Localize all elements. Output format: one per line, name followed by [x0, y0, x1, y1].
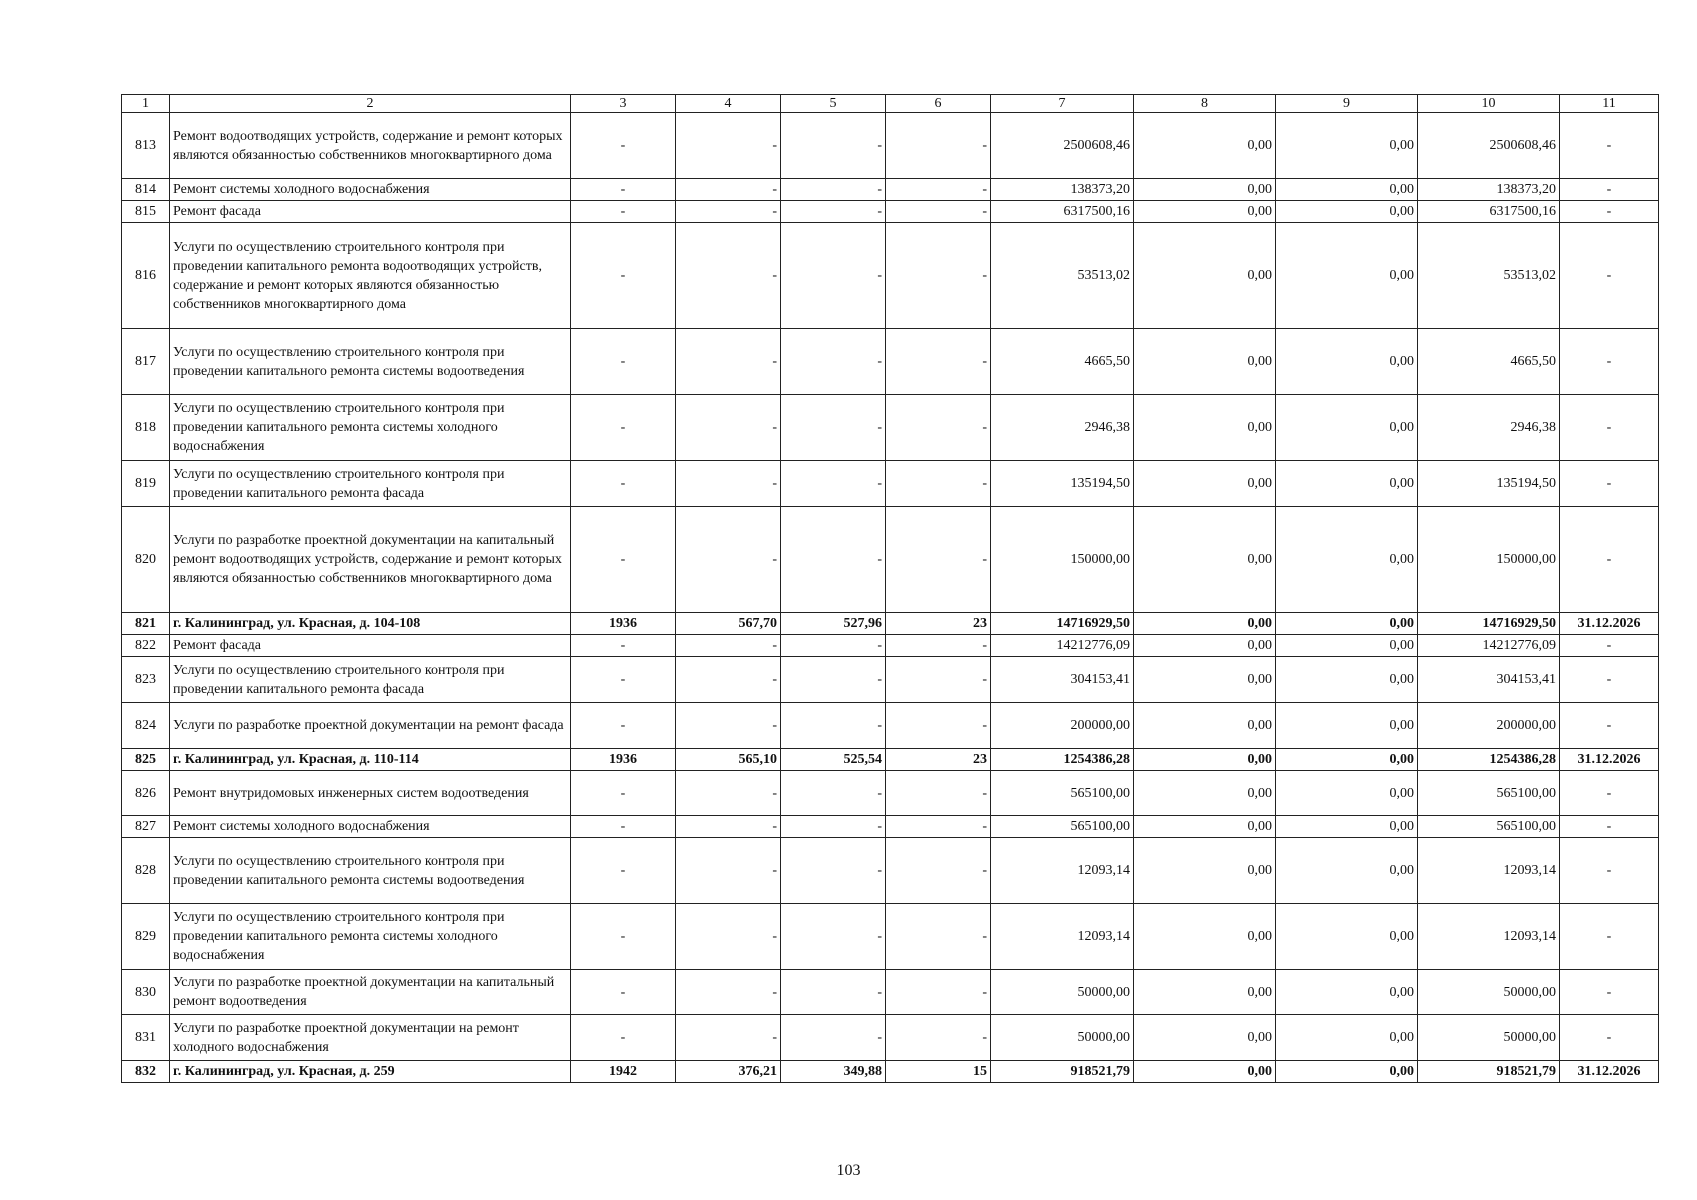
living-area-cell: - [781, 970, 886, 1015]
work-name-cell: Ремонт системы холодного водоснабжения [170, 179, 571, 201]
living-area-cell: 525,54 [781, 749, 886, 771]
work-name-cell: Услуги по разработке проектной документации на капитальный ремонт водоотводящих устройств, содержание и ремонт которых являются обязанностью собственников многоквартирного дома [170, 507, 571, 613]
living-area-cell: - [781, 179, 886, 201]
year-cell: - [571, 179, 676, 201]
column-header: 7 [991, 95, 1134, 113]
area-cell: - [676, 838, 781, 904]
table-body [122, 95, 1659, 1083]
residents-cell: - [886, 703, 991, 749]
fund-cell: 0,00 [1134, 201, 1276, 223]
year-cell: - [571, 970, 676, 1015]
residents-cell: - [886, 329, 991, 395]
residents-cell: - [886, 771, 991, 816]
total-cost-cell: 2946,38 [991, 395, 1134, 461]
budget-cell: 0,00 [1276, 816, 1418, 838]
work-name-cell: Услуги по осуществлению строительного контроля при проведении капитального ремонта системы водоотведения [170, 838, 571, 904]
work-row [122, 223, 1659, 329]
row-number-cell: 820 [122, 507, 170, 613]
budget-cell: 0,00 [1276, 838, 1418, 904]
fund-cell: 0,00 [1134, 395, 1276, 461]
column-header: 6 [886, 95, 991, 113]
total-cost-cell: 565100,00 [991, 771, 1134, 816]
area-cell: 567,70 [676, 613, 781, 635]
row-number-cell: 830 [122, 970, 170, 1015]
total-cost-cell: 12093,14 [991, 904, 1134, 970]
work-row [122, 816, 1659, 838]
deadline-cell: 31.12.2026 [1560, 1061, 1659, 1083]
living-area-cell: 527,96 [781, 613, 886, 635]
year-cell: - [571, 838, 676, 904]
row-number-cell: 823 [122, 657, 170, 703]
deadline-cell: - [1560, 113, 1659, 179]
works-table [121, 94, 1659, 1083]
area-cell: - [676, 816, 781, 838]
work-row [122, 635, 1659, 657]
budget-cell: 0,00 [1276, 507, 1418, 613]
column-header: 1 [122, 95, 170, 113]
deadline-cell: - [1560, 1015, 1659, 1061]
residents-cell: - [886, 635, 991, 657]
fund-cell: 0,00 [1134, 816, 1276, 838]
living-area-cell: - [781, 1015, 886, 1061]
work-row [122, 329, 1659, 395]
deadline-cell: - [1560, 970, 1659, 1015]
living-area-cell: - [781, 703, 886, 749]
residents-cell: - [886, 816, 991, 838]
total-cost-cell: 6317500,16 [991, 201, 1134, 223]
row-number-cell: 821 [122, 613, 170, 635]
area-cell: - [676, 201, 781, 223]
deadline-cell: - [1560, 816, 1659, 838]
row-number-cell: 816 [122, 223, 170, 329]
work-name-cell: Услуги по осуществлению строительного контроля при проведении капитального ремонта системы холодного водоснабжения [170, 395, 571, 461]
total-cost-cell: 4665,50 [991, 329, 1134, 395]
year-cell: - [571, 635, 676, 657]
budget-cell: 0,00 [1276, 461, 1418, 507]
area-cell: - [676, 223, 781, 329]
deadline-cell: - [1560, 771, 1659, 816]
work-name-cell: Услуги по осуществлению строительного контроля при проведении капитального ремонта фасада [170, 461, 571, 507]
year-cell: - [571, 201, 676, 223]
column-header: 9 [1276, 95, 1418, 113]
column-header: 11 [1560, 95, 1659, 113]
year-cell: - [571, 1015, 676, 1061]
fund-cell: 0,00 [1134, 507, 1276, 613]
column-header: 8 [1134, 95, 1276, 113]
row-number-cell: 831 [122, 1015, 170, 1061]
row-number-cell: 826 [122, 771, 170, 816]
budget-cell: 0,00 [1276, 613, 1418, 635]
owners-cell: 50000,00 [1418, 970, 1560, 1015]
living-area-cell: - [781, 816, 886, 838]
budget-cell: 0,00 [1276, 1015, 1418, 1061]
address-row [122, 749, 1659, 771]
fund-cell: 0,00 [1134, 970, 1276, 1015]
living-area-cell: - [781, 838, 886, 904]
living-area-cell: - [781, 113, 886, 179]
column-header: 5 [781, 95, 886, 113]
work-row [122, 113, 1659, 179]
year-cell: - [571, 223, 676, 329]
total-cost-cell: 138373,20 [991, 179, 1134, 201]
work-row [122, 179, 1659, 201]
work-name-cell: Ремонт фасада [170, 635, 571, 657]
work-name-cell: Услуги по осуществлению строительного контроля при проведении капитального ремонта системы холодного водоснабжения [170, 904, 571, 970]
year-cell: - [571, 703, 676, 749]
deadline-cell: - [1560, 657, 1659, 703]
owners-cell: 918521,79 [1418, 1061, 1560, 1083]
owners-cell: 4665,50 [1418, 329, 1560, 395]
address-row [122, 613, 1659, 635]
deadline-cell: - [1560, 461, 1659, 507]
total-cost-cell: 200000,00 [991, 703, 1134, 749]
residents-cell: - [886, 1015, 991, 1061]
column-header: 3 [571, 95, 676, 113]
row-number-cell: 815 [122, 201, 170, 223]
budget-cell: 0,00 [1276, 749, 1418, 771]
area-cell: - [676, 657, 781, 703]
year-cell: - [571, 113, 676, 179]
fund-cell: 0,00 [1134, 657, 1276, 703]
work-row [122, 657, 1659, 703]
residents-cell: - [886, 507, 991, 613]
column-header: 2 [170, 95, 571, 113]
row-number-cell: 825 [122, 749, 170, 771]
owners-cell: 200000,00 [1418, 703, 1560, 749]
work-name-cell: Услуги по разработке проектной документации на ремонт фасада [170, 703, 571, 749]
budget-cell: 0,00 [1276, 113, 1418, 179]
total-cost-cell: 53513,02 [991, 223, 1134, 329]
work-row [122, 904, 1659, 970]
fund-cell: 0,00 [1134, 223, 1276, 329]
area-cell: 376,21 [676, 1061, 781, 1083]
fund-cell: 0,00 [1134, 838, 1276, 904]
total-cost-cell: 50000,00 [991, 1015, 1134, 1061]
year-cell: - [571, 507, 676, 613]
work-row [122, 970, 1659, 1015]
fund-cell: 0,00 [1134, 1061, 1276, 1083]
residents-cell: - [886, 113, 991, 179]
residents-cell: - [886, 179, 991, 201]
budget-cell: 0,00 [1276, 904, 1418, 970]
fund-cell: 0,00 [1134, 749, 1276, 771]
owners-cell: 135194,50 [1418, 461, 1560, 507]
address-row [122, 1061, 1659, 1083]
owners-cell: 2946,38 [1418, 395, 1560, 461]
total-cost-cell: 135194,50 [991, 461, 1134, 507]
area-cell: - [676, 507, 781, 613]
budget-cell: 0,00 [1276, 657, 1418, 703]
row-number-cell: 827 [122, 816, 170, 838]
fund-cell: 0,00 [1134, 904, 1276, 970]
year-cell: - [571, 461, 676, 507]
year-cell: 1936 [571, 613, 676, 635]
residents-cell: 23 [886, 749, 991, 771]
residents-cell: - [886, 970, 991, 1015]
owners-cell: 6317500,16 [1418, 201, 1560, 223]
residents-cell: - [886, 657, 991, 703]
budget-cell: 0,00 [1276, 179, 1418, 201]
work-name-cell: г. Калининград, ул. Красная, д. 110-114 [170, 749, 571, 771]
total-cost-cell: 150000,00 [991, 507, 1134, 613]
deadline-cell: - [1560, 223, 1659, 329]
budget-cell: 0,00 [1276, 223, 1418, 329]
year-cell: - [571, 657, 676, 703]
owners-cell: 565100,00 [1418, 816, 1560, 838]
work-name-cell: Услуги по разработке проектной документации на капитальный ремонт водоотведения [170, 970, 571, 1015]
deadline-cell: - [1560, 179, 1659, 201]
work-name-cell: Ремонт внутридомовых инженерных систем водоотведения [170, 771, 571, 816]
total-cost-cell: 50000,00 [991, 970, 1134, 1015]
work-row [122, 201, 1659, 223]
living-area-cell: - [781, 461, 886, 507]
budget-cell: 0,00 [1276, 970, 1418, 1015]
total-cost-cell: 14212776,09 [991, 635, 1134, 657]
row-number-cell: 822 [122, 635, 170, 657]
owners-cell: 304153,41 [1418, 657, 1560, 703]
deadline-cell: - [1560, 838, 1659, 904]
fund-cell: 0,00 [1134, 179, 1276, 201]
year-cell: - [571, 771, 676, 816]
total-cost-cell: 1254386,28 [991, 749, 1134, 771]
budget-cell: 0,00 [1276, 201, 1418, 223]
deadline-cell: - [1560, 904, 1659, 970]
row-number-cell: 829 [122, 904, 170, 970]
owners-cell: 1254386,28 [1418, 749, 1560, 771]
area-cell: - [676, 703, 781, 749]
budget-cell: 0,00 [1276, 635, 1418, 657]
deadline-cell: - [1560, 507, 1659, 613]
area-cell: - [676, 1015, 781, 1061]
area-cell: - [676, 179, 781, 201]
year-cell: - [571, 329, 676, 395]
living-area-cell: - [781, 395, 886, 461]
fund-cell: 0,00 [1134, 461, 1276, 507]
deadline-cell: - [1560, 395, 1659, 461]
deadline-cell: - [1560, 635, 1659, 657]
residents-cell: - [886, 201, 991, 223]
work-name-cell: г. Калининград, ул. Красная, д. 259 [170, 1061, 571, 1083]
fund-cell: 0,00 [1134, 613, 1276, 635]
column-header: 10 [1418, 95, 1560, 113]
total-cost-cell: 304153,41 [991, 657, 1134, 703]
deadline-cell: 31.12.2026 [1560, 613, 1659, 635]
row-number-cell: 828 [122, 838, 170, 904]
residents-cell: - [886, 223, 991, 329]
total-cost-cell: 12093,14 [991, 838, 1134, 904]
column-header: 4 [676, 95, 781, 113]
row-number-cell: 819 [122, 461, 170, 507]
area-cell: - [676, 970, 781, 1015]
work-row [122, 703, 1659, 749]
page-number: 103 [836, 1162, 861, 1179]
owners-cell: 50000,00 [1418, 1015, 1560, 1061]
budget-cell: 0,00 [1276, 395, 1418, 461]
living-area-cell: - [781, 904, 886, 970]
living-area-cell: - [781, 329, 886, 395]
row-number-cell: 824 [122, 703, 170, 749]
area-cell: - [676, 771, 781, 816]
work-row [122, 838, 1659, 904]
fund-cell: 0,00 [1134, 635, 1276, 657]
year-cell: 1942 [571, 1061, 676, 1083]
area-cell: - [676, 395, 781, 461]
area-cell: - [676, 904, 781, 970]
living-area-cell: - [781, 507, 886, 613]
owners-cell: 138373,20 [1418, 179, 1560, 201]
year-cell: 1936 [571, 749, 676, 771]
residents-cell: 15 [886, 1061, 991, 1083]
work-row [122, 395, 1659, 461]
owners-cell: 53513,02 [1418, 223, 1560, 329]
total-cost-cell: 565100,00 [991, 816, 1134, 838]
deadline-cell: - [1560, 201, 1659, 223]
row-number-cell: 832 [122, 1061, 170, 1083]
residents-cell: - [886, 904, 991, 970]
year-cell: - [571, 904, 676, 970]
area-cell: 565,10 [676, 749, 781, 771]
area-cell: - [676, 461, 781, 507]
owners-cell: 2500608,46 [1418, 113, 1560, 179]
living-area-cell: - [781, 201, 886, 223]
living-area-cell: 349,88 [781, 1061, 886, 1083]
residents-cell: - [886, 838, 991, 904]
deadline-cell: 31.12.2026 [1560, 749, 1659, 771]
fund-cell: 0,00 [1134, 703, 1276, 749]
fund-cell: 0,00 [1134, 113, 1276, 179]
work-row [122, 771, 1659, 816]
living-area-cell: - [781, 771, 886, 816]
area-cell: - [676, 635, 781, 657]
owners-cell: 12093,14 [1418, 838, 1560, 904]
deadline-cell: - [1560, 329, 1659, 395]
row-number-cell: 818 [122, 395, 170, 461]
owners-cell: 14212776,09 [1418, 635, 1560, 657]
year-cell: - [571, 395, 676, 461]
total-cost-cell: 14716929,50 [991, 613, 1134, 635]
work-name-cell: Ремонт системы холодного водоснабжения [170, 816, 571, 838]
owners-cell: 150000,00 [1418, 507, 1560, 613]
work-name-cell: Услуги по осуществлению строительного контроля при проведении капитального ремонта водоотводящих устройств, содержание и ремонт которых являются обязанностью собственников многоквартирного дома [170, 223, 571, 329]
work-name-cell: Услуги по разработке проектной документации на ремонт холодного водоснабжения [170, 1015, 571, 1061]
owners-cell: 12093,14 [1418, 904, 1560, 970]
fund-cell: 0,00 [1134, 329, 1276, 395]
budget-cell: 0,00 [1276, 771, 1418, 816]
work-row [122, 461, 1659, 507]
total-cost-cell: 918521,79 [991, 1061, 1134, 1083]
area-cell: - [676, 113, 781, 179]
row-number-cell: 814 [122, 179, 170, 201]
work-row [122, 507, 1659, 613]
owners-cell: 565100,00 [1418, 771, 1560, 816]
living-area-cell: - [781, 657, 886, 703]
row-number-cell: 817 [122, 329, 170, 395]
area-cell: - [676, 329, 781, 395]
living-area-cell: - [781, 635, 886, 657]
budget-cell: 0,00 [1276, 1061, 1418, 1083]
work-row [122, 1015, 1659, 1061]
total-cost-cell: 2500608,46 [991, 113, 1134, 179]
work-name-cell: Услуги по осуществлению строительного контроля при проведении капитального ремонта фасада [170, 657, 571, 703]
work-name-cell: Услуги по осуществлению строительного контроля при проведении капитального ремонта системы водоотведения [170, 329, 571, 395]
residents-cell: 23 [886, 613, 991, 635]
year-cell: - [571, 816, 676, 838]
budget-cell: 0,00 [1276, 703, 1418, 749]
work-name-cell: Ремонт водоотводящих устройств, содержание и ремонт которых являются обязанностью собственников многоквартирного дома [170, 113, 571, 179]
residents-cell: - [886, 461, 991, 507]
living-area-cell: - [781, 223, 886, 329]
deadline-cell: - [1560, 703, 1659, 749]
owners-cell: 14716929,50 [1418, 613, 1560, 635]
fund-cell: 0,00 [1134, 1015, 1276, 1061]
column-number-row [122, 95, 1659, 113]
row-number-cell: 813 [122, 113, 170, 179]
work-name-cell: Ремонт фасада [170, 201, 571, 223]
work-name-cell: г. Калининград, ул. Красная, д. 104-108 [170, 613, 571, 635]
budget-cell: 0,00 [1276, 329, 1418, 395]
fund-cell: 0,00 [1134, 771, 1276, 816]
residents-cell: - [886, 395, 991, 461]
